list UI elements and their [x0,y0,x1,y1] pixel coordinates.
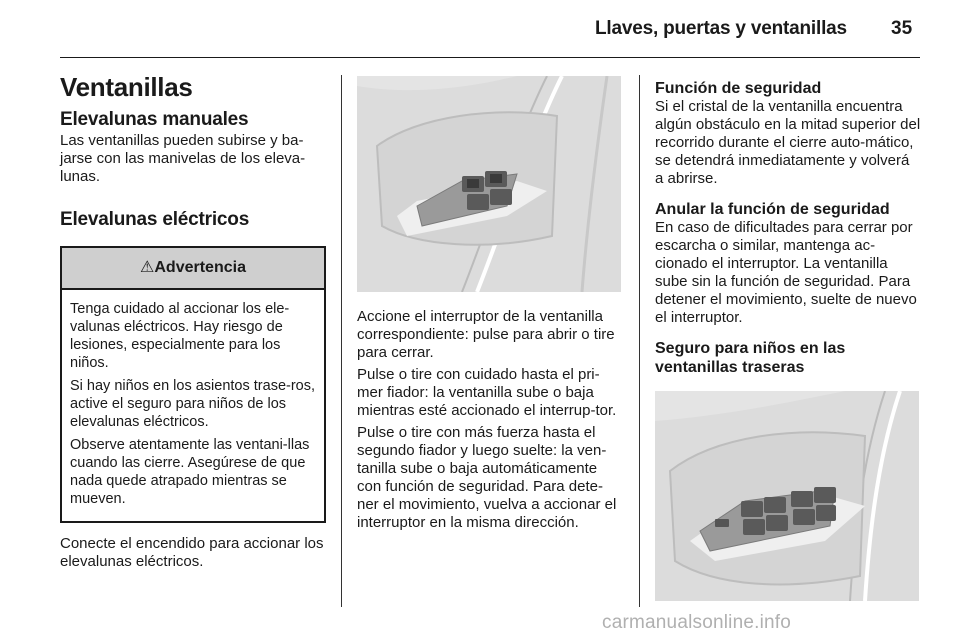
override-text: En caso de dificultades para cerrar por escarcha o similar, mantenga ac-cionado el interruptor. La ventanilla sube sin la función de seguridad. Para detener el movimiento, suelte de nuevo el interruptor. [655,219,917,326]
warning-box [60,246,326,523]
page-number: 35 [891,18,913,39]
section-heading-ventanillas: Ventanillas [60,72,193,102]
warning-icon: ⚠ [140,259,155,276]
page-header-title: Llaves, puertas y ventanillas [595,18,847,39]
heading-elevalunas-electricos: Elevalunas eléctricos [60,209,250,230]
header-divider [60,57,920,58]
warning-header [62,248,324,290]
col2-paragraph: Accione el interruptor de la ventanilla correspondiente: pulse para abrir o tire para cerrar. [357,308,615,361]
warning-paragraph: Tenga cuidado al accionar los ele-valunas eléctricos. Hay riesgo de lesiones, especialmente para los niños. [70,301,290,371]
column-left [60,70,326,571]
ignition-text: Conecte el encendido para accionar los elevalunas eléctricos. [60,535,324,570]
rear-window-switch-illustration [655,391,919,601]
col2-paragraph: Pulse o tire con cuidado hasta el pri-mer fiador: la ventanilla sube o baja mientras esté accionado el interrup-tor. [357,366,617,419]
heading-elevalunas-manuales: Elevalunas manuales [60,109,249,130]
warning-title: Advertencia [154,259,246,276]
heading-funcion-seguridad: Función de seguridad [655,80,822,97]
warning-paragraph: Si hay niños en los asientos trase-ros, active el seguro para niños de los elevalunas eléctricos. [70,378,316,430]
safety-text: Si el cristal de la ventanilla encuentra algún obstáculo en la mitad superior del recorrido durante el cierre auto-mático, se detendrá inmediatamente y volverá a abrirse. [655,98,921,187]
manual-windows-text: Las ventanillas pueden subirse y ba-jarse con las manivelas de los eleva-lunas. [60,132,306,185]
column-divider [639,75,640,607]
column-middle [357,70,623,532]
window-switch-illustration [357,76,621,292]
column-divider [341,75,342,607]
warning-body [62,290,324,521]
heading-anular-seguridad: Anular la función de seguridad [655,201,890,218]
warning-paragraph: Observe atentamente las ventani-llas cuando las cierre. Asegúrese de que nada quede atrapado mientras se mueven. [70,437,310,507]
heading-seguro-ninos: Seguro para niños en las ventanillas traseras [655,340,846,376]
watermark: carmanualsonline.info [602,612,792,633]
col2-paragraph: Pulse o tire con más fuerza hasta el segundo fiador y luego suelte: la ven-tanilla sube o baja automáticamente con función de seguridad. Para dete-ner el movimiento, vuelva a accionar el interruptor en la misma dirección. [357,424,617,531]
column-right [655,70,921,601]
